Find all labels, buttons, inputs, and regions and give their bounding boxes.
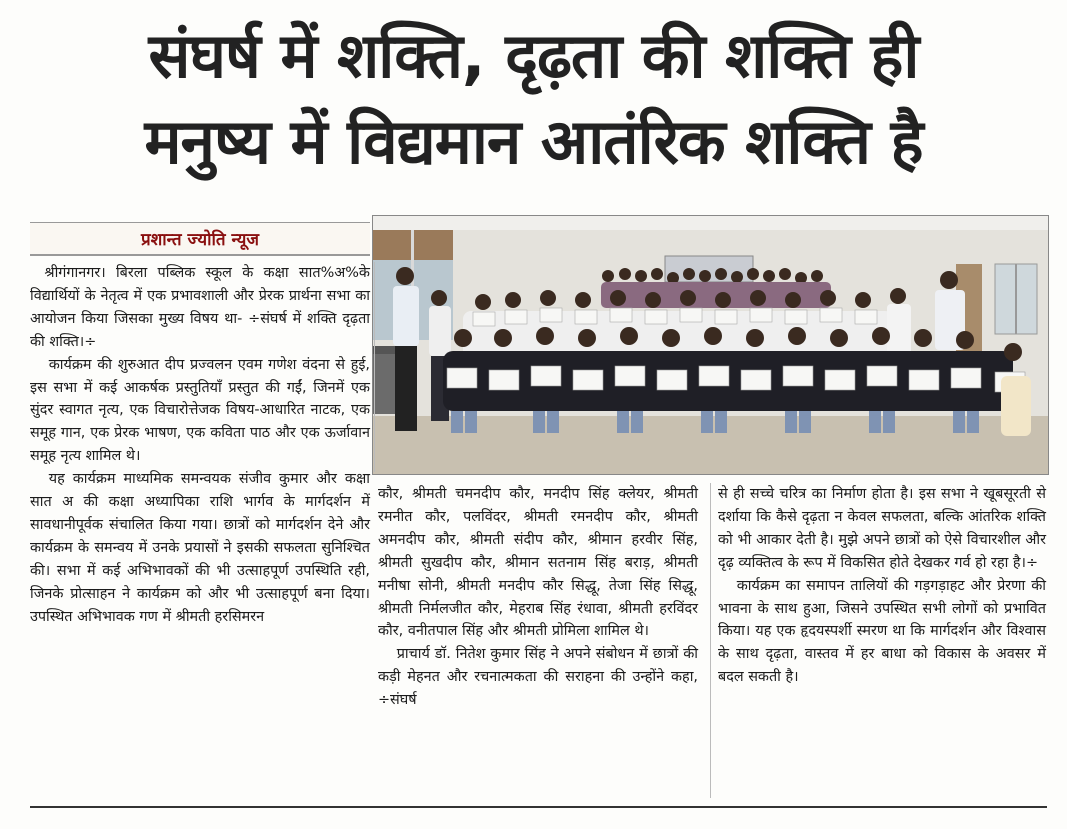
article-column-1 (30, 262, 370, 629)
paragraph: प्राचार्य डॉ. नितेश कुमार सिंह ने अपने संबोधन में छात्रों की कड़ी मेहनत और रचनात्मकता की सराहना की उन्होंने कहा, ÷संघर्ष (378, 646, 698, 709)
headline-line-1: संघर्ष में शक्ति, दृढ़ता की शक्ति ही (148, 19, 919, 92)
paragraph: कार्यक्रम का समापन तालियों की गड़गड़ाहट और प्रेरणा की भावना के साथ हुआ, जिसने उपस्थित सभी लोगों को प्रभावित किया। यह एक हृदयस्पर्शी स्मरण था कि मार्गदर्शन और विश्वास के साथ दृढ़ता, वास्तव में हर बाधा को विकास के अवसर में बदल सकती है। (718, 577, 1046, 686)
headline-line-2: मनुष्य में विद्यमान आतंरिक शक्ति है (144, 105, 923, 178)
paragraph: से ही सच्चे चरित्र का निर्माण होता है। इस सभा ने खूबसूरती से दर्शाया कि कैसे दृढ़ता न केवल सफलता, बल्कि आंतरिक शक्ति को भी आकार देती है। मुझे अपने छात्रों को ऐसे विचारशील और दृढ़ व्यक्तित्व के रूप में विकसित होते देखकर गर्व हो रहा है।÷ (718, 486, 1046, 571)
column-divider (710, 483, 711, 798)
column-divider (374, 262, 375, 472)
byline: प्रशान्त ज्योति न्यूज (30, 222, 370, 256)
paragraph: श्रीगंगानगर। बिरला पब्लिक स्कूल के कक्षा सात%अ%के विद्यार्थियों के नेतृत्व में एक प्रभावशाली और प्रेरक प्रार्थना सभा का आयोजन किया जिसका मुख्य विषय था- ÷संघर्ष में शक्ति दृढ़ता की शक्ति।÷ (30, 265, 370, 350)
group-photo (372, 215, 1049, 475)
bottom-rule (30, 806, 1047, 808)
group-photo-illustration (373, 216, 1048, 474)
paragraph: कौर, श्रीमती चमनदीप कौर, मनदीप सिंह क्लेयर, श्रीमती रमनीत कौर, पलविंदर, श्रीमती रमनदीप कौर, श्रीमती अमनदीप कौर, श्रीमती संदीप कौर, श्रीमान हरवीर सिंह, श्रीमती सुखदीप कौर, श्रीमान सतनाम सिंह बराड़, श्रीमती मनीषा सोनी, श्रीमती मनदीप कौर सिद्धू, तेजा सिंह सिद्धू, श्रीमती निर्मलजीत कौर, मेहराब सिंह रंधावा, श्रीमती हरविंदर कौर, वनीतपाल सिंह और श्रीमती प्रोमिला शामिल थे। (378, 486, 698, 640)
paragraph: कार्यक्रम की शुरुआत दीप प्रज्वलन एवम गणेश वंदना से हुई, इस सभा में कई आकर्षक प्रस्तुतियाँ प्रस्तुत की गईं, जिनमें एक सुंदर स्वागत नृत्य, एक विचारोत्तेजक विषय-आधारित नाटक, एक समूह गान, एक प्रेरक भाषण, एक कविता पाठ और एक ऊर्जावान समूह नृत्य शामिल थे। (30, 356, 370, 465)
article-column-2 (378, 483, 698, 712)
article-column-3 (718, 483, 1046, 689)
paragraph: यह कार्यक्रम माध्यमिक समन्वयक संजीव कुमार और कक्षा सात अ की कक्षा अध्यापिका राशि भार्गव के मार्गदर्शन में सावधानीपूर्वक संचालित किया गया। छात्रों को मार्गदर्शन देने और कार्यक्रम के समन्वय में उनके प्रयासों ने इसकी सफलता सुनिश्चित की। सभा में कई अभिभावकों की भी उत्साहपूर्ण उपस्थिति रही, जिनके प्रोत्साहन ने कार्यक्रम को और भी उत्साहपूर्ण बना दिया। उपस्थित अभिभावक गण में श्रीमती हरसिमरन (30, 471, 370, 625)
